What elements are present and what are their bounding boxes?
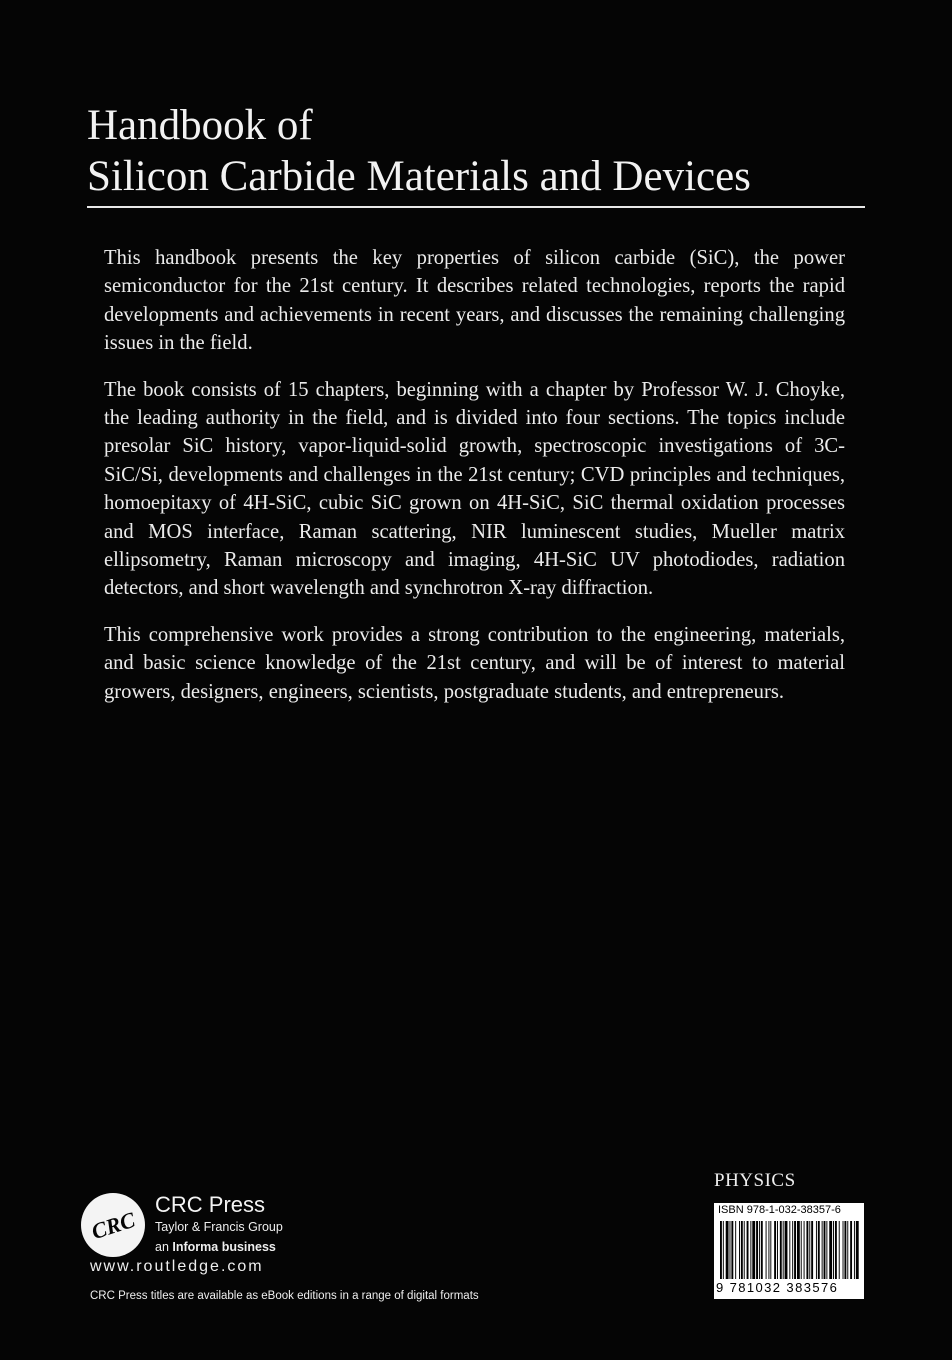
barcode-bar <box>801 1221 802 1279</box>
barcode-bar <box>744 1221 745 1279</box>
barcode-bar <box>826 1221 827 1279</box>
barcode-bar <box>829 1221 832 1279</box>
barcode-bar <box>768 1221 769 1279</box>
barcode-bar <box>854 1221 855 1279</box>
barcode-bar <box>816 1221 817 1279</box>
ebook-note: CRC Press titles are available as eBook editions in a range of digital formats <box>90 1290 479 1302</box>
publisher-group: Taylor & Francis Group <box>155 1220 283 1234</box>
barcode-bar <box>792 1221 793 1279</box>
barcode-bar <box>777 1221 778 1279</box>
barcode-bar <box>797 1221 800 1279</box>
barcode-bar <box>747 1221 749 1279</box>
barcode-bar <box>720 1221 722 1279</box>
isbn-label: ISBN 978-1-032-38357-6 <box>718 1204 841 1216</box>
barcode-bar <box>761 1221 763 1279</box>
barcode-bar <box>756 1221 758 1279</box>
barcode-bar <box>780 1221 782 1279</box>
business-name: Informa business <box>172 1240 276 1254</box>
barcode-bar <box>730 1221 731 1279</box>
blurb-paragraph-3: This comprehensive work provides a strong contribution to the engineering, materials, and basic science knowledge of the 21st century, and will be of interest to material growers, designers, engineers, scientists, postgraduate students, and entrepreneurs. <box>104 623 845 703</box>
barcode-bar <box>735 1221 736 1279</box>
title-divider <box>87 206 865 208</box>
barcode-bar <box>843 1221 844 1279</box>
barcode-bar <box>839 1221 840 1279</box>
publisher-name: CRC Press <box>155 1192 266 1217</box>
barcode-bar <box>726 1221 729 1279</box>
barcode-bar <box>822 1221 823 1279</box>
barcode-bar <box>809 1221 810 1279</box>
book-title <box>87 100 867 202</box>
blurb <box>104 244 845 724</box>
barcode-bar <box>723 1221 724 1279</box>
barcode-digits: 9 781032 383576 <box>716 1280 839 1295</box>
barcode-bar <box>806 1221 808 1279</box>
subject-category: PHYSICS <box>714 1170 796 1191</box>
barcode-bar <box>804 1221 805 1279</box>
barcode-bar <box>794 1221 796 1279</box>
isbn-barcode <box>714 1203 864 1299</box>
barcode-bar <box>789 1221 790 1279</box>
barcode-bar <box>835 1221 837 1279</box>
business-prefix: an <box>155 1240 169 1254</box>
barcode-bar <box>844 1221 846 1279</box>
barcode-bar <box>741 1221 743 1279</box>
barcode-bar <box>856 1221 859 1279</box>
barcode-bar <box>824 1221 826 1279</box>
barcode-bar <box>818 1221 820 1279</box>
barcode-bar <box>847 1221 848 1279</box>
barcode-bar <box>731 1221 733 1279</box>
barcode-bars <box>718 1221 860 1283</box>
crc-logo-icon <box>80 1192 146 1258</box>
title-line-1: Handbook of <box>87 102 313 149</box>
publisher-business <box>155 1240 276 1254</box>
barcode-bar <box>739 1221 740 1279</box>
crc-logo-text: CRC <box>88 1206 138 1245</box>
blurb-paragraph-2: The book consists of 15 chapters, beginning with a chapter by Professor W. J. Choyke, the leading authority in the field, and is divided into four sections. The topics include presolar SiC history, vapor-liquid-solid growth, spectroscopic investigations of 3C-SiC/Si, developments and challenges in the 21st century; CVD principles and techniques, homoepitaxy of 4H-SiC, cubic SiC grown on 4H-SiC, SiC thermal oxidation processes and MOS interface, Raman scattering, NIR luminescent studies, Mueller matrix ellipsometry, Raman microscopy and imaging, 4H-SiC UV photodiodes, radiation detectors, and short wavelength and synchrotron X-ray diffraction. <box>104 378 845 600</box>
barcode-bar <box>752 1221 755 1279</box>
barcode-bar <box>770 1221 771 1279</box>
blurb-paragraph-1: This handbook presents the key properties of silicon carbide (SiC), the power semiconductor for the 21st century. It describes related technologies, reports the rapid developments and achievements in recent years, and discusses the remaining challenging issues in the field. <box>104 247 845 355</box>
barcode-bar <box>774 1221 776 1279</box>
barcode-bar <box>833 1221 834 1279</box>
barcode-bar <box>759 1221 760 1279</box>
barcode-bar <box>850 1221 852 1279</box>
publisher-website: www.routledge.com <box>90 1258 264 1275</box>
barcode-bar <box>766 1221 767 1279</box>
barcode-bar <box>811 1221 813 1279</box>
title-line-2: Silicon Carbide Materials and Devices <box>87 153 751 200</box>
barcode-bar <box>783 1221 784 1279</box>
barcode-bar <box>785 1221 788 1279</box>
barcode-bar <box>750 1221 751 1279</box>
